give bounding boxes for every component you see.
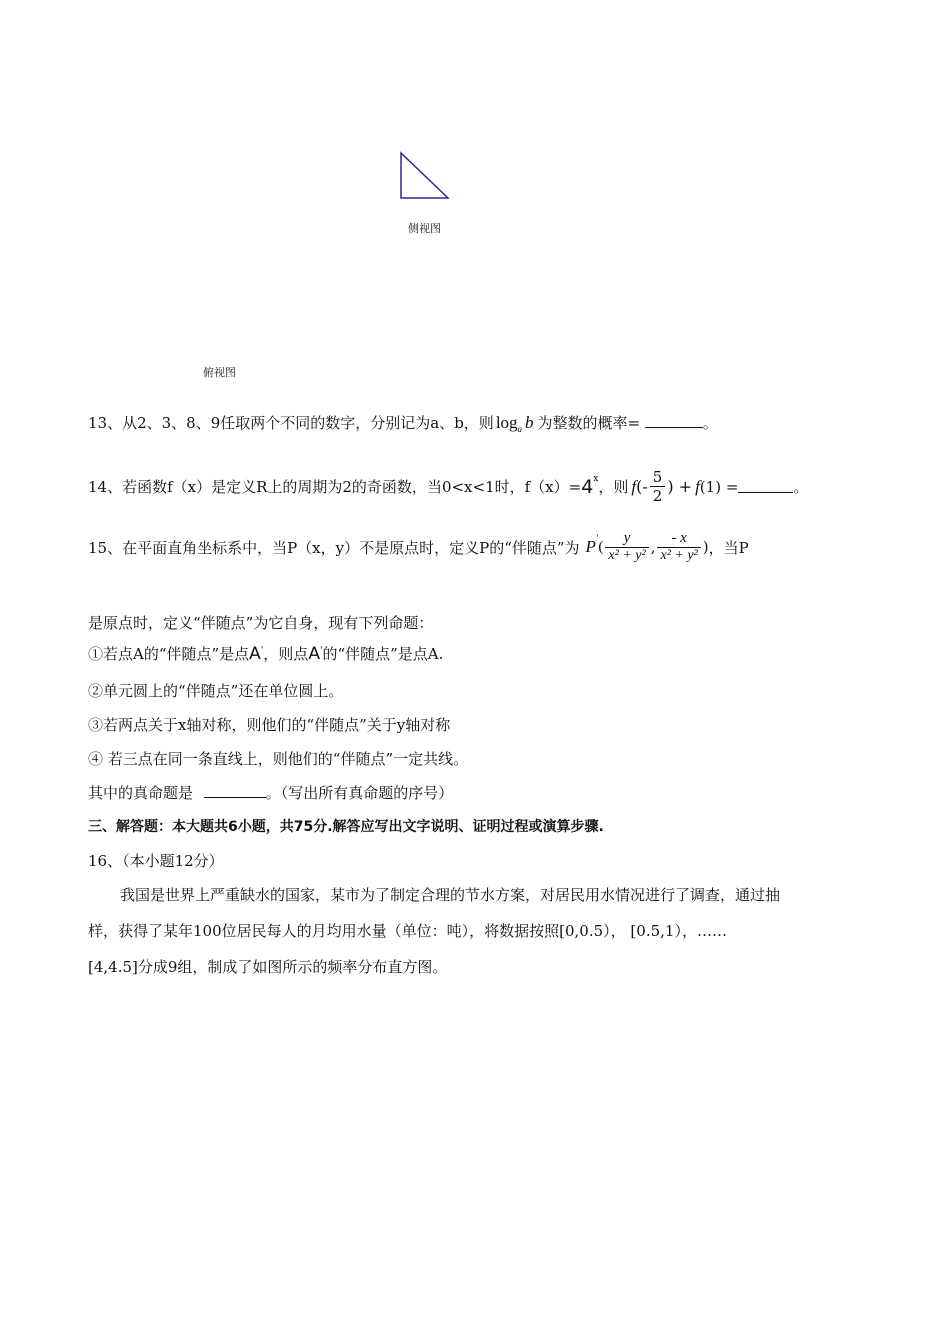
p-prime-symbol: P xyxy=(585,537,596,556)
fraction-y-over-r2: $\frac{y}{\text{x² + y²}}$ xyxy=(605,530,648,564)
log-symbol: log xyxy=(495,413,518,432)
log-argument: b xyxy=(525,413,534,432)
q15-item-4: ④ 若三点在同一条直线上，则他们的“伴随点”一定共线。 xyxy=(88,750,469,768)
q15-line-2: 是原点时，定义“伴随点”为它自身，现有下列命题： xyxy=(88,614,434,632)
fraction-five-halves: $\frac{5}{2}$ xyxy=(650,468,666,505)
exp-power: x xyxy=(593,474,599,484)
answer-blank-13[interactable] xyxy=(645,426,703,428)
exp-base: 4 xyxy=(581,475,594,498)
question-16-header: 16、（本小题12分） xyxy=(88,852,224,870)
log-base: a xyxy=(517,424,523,434)
q15-item-2: ②单元圆上的“伴随点”还在单位圆上。 xyxy=(88,682,344,700)
answer-blank-14[interactable] xyxy=(738,491,793,493)
q15-item-3: ③若两点关于x轴对称，则他们的“伴随点”关于y轴对称 xyxy=(88,716,451,734)
q16-paragraph-line-2: 样，获得了某年100位居民每人的月均用水量（单位：吨），将数据按照[0,0.5）， [0.5,1），…… xyxy=(88,922,727,940)
section-3-heading: 三、解答题：本大题共6小题，共75分.解答应写出文字说明、证明过程或演算步骤. xyxy=(88,819,604,835)
question-13: 13、从2、3、8、9任取两个不同的数字，分别记为a、b，则 $\log_a b$ 为整数的概率= 。 xyxy=(88,413,718,434)
question-15: 15、在平面直角坐标系中，当P（x，y）不是原点时，定义P的“伴随点”为 P ' ( $\frac{y}{\text{x² + y²}}$ , $\frac{- x}{\text{x² + y²}}$ ) ，当P xyxy=(88,530,749,563)
side-view-triangle xyxy=(398,150,454,202)
question-14: 14、若函数f（x）是定义R上的周期为2的奇函数，当0<x<1时，f（x）= 4 $^x$ ，则 f (- $\frac{5}{2}$ ) + f (1) = 。 xyxy=(88,468,809,505)
side-view-caption: 侧视图 xyxy=(408,222,441,235)
q16-paragraph-line-3: [4,4.5]分成9组，制成了如图所示的频率分布直方图。 xyxy=(88,958,448,976)
answer-blank-15[interactable] xyxy=(204,796,266,798)
f-symbol: f xyxy=(631,476,637,496)
q15-answer-line: 其中的真命题是 。（写出所有真命题的序号） xyxy=(88,784,454,802)
q16-paragraph-line-1: 我国是世界上严重缺水的国家，某市为了制定合理的节水方案，对居民用水情况进行了调查，通过抽 xyxy=(120,886,781,904)
top-view-caption: 俯视图 xyxy=(203,366,236,379)
q15-item-1: ①若点A的“伴随点”是点A'，则点A'的“伴随点”是点A. xyxy=(88,644,444,664)
f-symbol-2: f xyxy=(695,476,700,496)
fraction-neg-x-over-r2: $\frac{- x}{\text{x² + y²}}$ xyxy=(657,530,700,564)
